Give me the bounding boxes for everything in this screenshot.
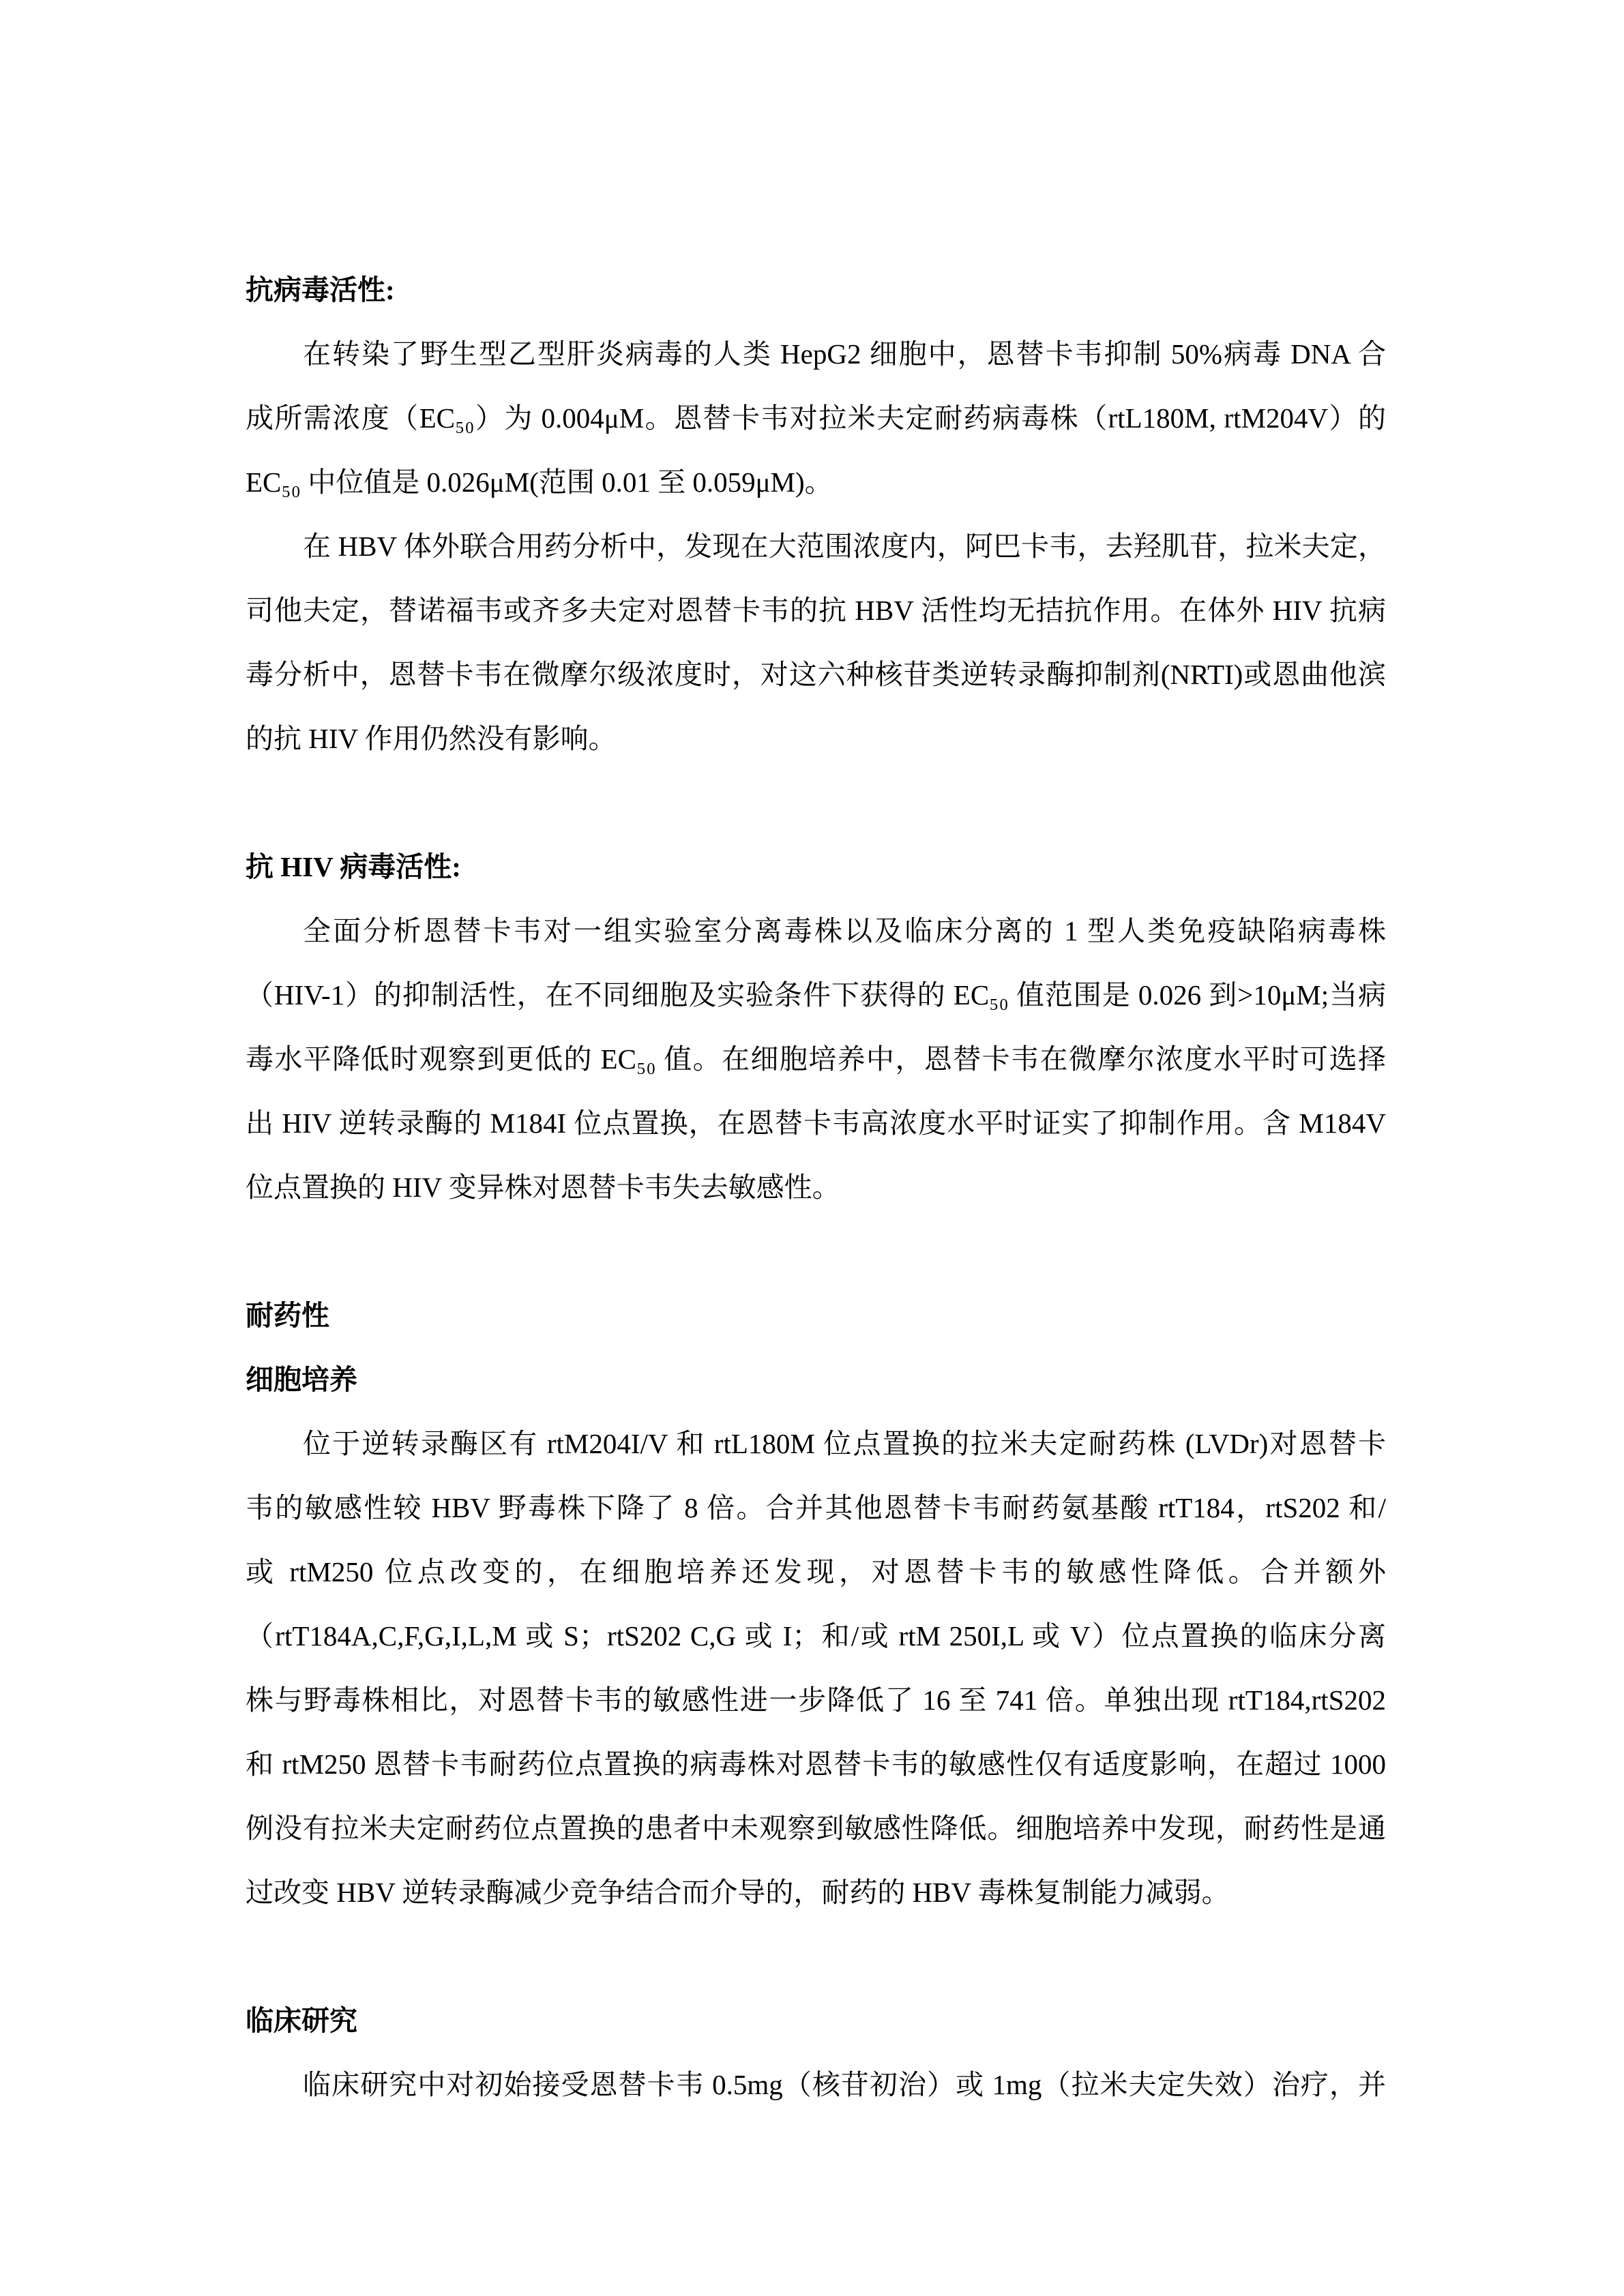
- section-heading: 细胞培养: [246, 1364, 357, 1395]
- section-heading: 临床研究: [246, 2005, 357, 2036]
- body-line: EC₅₀ 中位值是 0.026μM(范围 0.01 至 0.059μM)。: [246, 466, 833, 498]
- body-line: 韦的敏感性较 HBV 野毒株下降了 8 倍。合并其他恩替卡韦耐药氨基酸 rtT184，rtS202 和/: [246, 1492, 1386, 1523]
- section-heading: 抗病毒活性:: [246, 274, 395, 305]
- body-line: 出 HIV 逆转录酶的 M184I 位点置换，在恩替卡韦高浓度水平时证实了抑制作用。含 M184V: [246, 1107, 1386, 1139]
- body-line: 毒水平降低时观察到更低的 EC₅₀ 值。在细胞培养中，恩替卡韦在微摩尔浓度水平时可选择: [246, 1043, 1386, 1075]
- body-line: 在转染了野生型乙型肝炎病毒的人类 HepG2 细胞中，恩替卡韦抑制 50%病毒 DNA 合: [303, 338, 1386, 370]
- body-line: 株与野毒株相比，对恩替卡韦的敏感性进一步降低了 16 至 741 倍。单独出现 rtT184,rtS202: [246, 1684, 1386, 1716]
- body-line: （rtT184A,C,F,G,I,L,M 或 S；rtS202 C,G 或 I；和/或 rtM 250I,L 或 V）位点置换的临床分离: [246, 1620, 1386, 1652]
- body-line: 例没有拉米夫定耐药位点置换的患者中未观察到敏感性降低。细胞培养中发现，耐药性是通: [246, 1813, 1386, 1844]
- section-heading: 抗 HIV 病毒活性:: [246, 851, 461, 882]
- body-line: 司他夫定，替诺福韦或齐多夫定对恩替卡韦的抗 HBV 活性均无拮抗作用。在体外 HIV 抗病: [246, 595, 1386, 626]
- document-body: [246, 258, 1386, 2117]
- body-line: （HIV-1）的抑制活性，在不同细胞及实验条件下获得的 EC₅₀ 值范围是 0.026 到>10μM;当病: [246, 979, 1386, 1011]
- body-line: 或 rtM250 位点改变的，在细胞培养还发现，对恩替卡韦的敏感性降低。合并额外: [246, 1556, 1386, 1587]
- blank-line: [246, 1219, 1386, 1283]
- body-line: 位于逆转录酶区有 rtM204I/V 和 rtL180M 位点置换的拉米夫定耐药株 (LVDr)对恩替卡: [303, 1428, 1386, 1459]
- body-line: 的抗 HIV 作用仍然没有影响。: [246, 723, 617, 754]
- body-line: 在 HBV 体外联合用药分析中，发现在大范围浓度内，阿巴卡韦，去羟肌苷，拉米夫定，: [303, 531, 1386, 562]
- blank-line: [246, 771, 1386, 835]
- body-line: 毒分析中，恩替卡韦在微摩尔级浓度时，对这六种核苷类逆转录酶抑制剂(NRTI)或恩曲他滨: [246, 659, 1386, 690]
- body-line: 成所需浓度（EC₅₀）为 0.004μM。恩替卡韦对拉米夫定耐药病毒株（rtL180M, rtM204V）的: [246, 402, 1386, 434]
- body-line: 过改变 HBV 逆转录酶减少竞争结合而介导的，耐药的 HBV 毒株复制能力减弱。: [246, 1877, 1230, 1908]
- body-line: 临床研究中对初始接受恩替卡韦 0.5mg（核苷初治）或 1mg（拉米夫定失效）治疗，并: [303, 2069, 1386, 2100]
- body-line: 全面分析恩替卡韦对一组实验室分离毒株以及临床分离的 1 型人类免疫缺陷病毒株: [303, 915, 1386, 946]
- section-heading: 耐药性: [246, 1300, 329, 1331]
- body-line: 位点置换的 HIV 变异株对恩替卡韦失去敏感性。: [246, 1172, 840, 1203]
- blank-line: [246, 1924, 1386, 1988]
- body-line: 和 rtM250 恩替卡韦耐药位点置换的病毒株对恩替卡韦的敏感性仅有适度影响，在超过 1000: [246, 1748, 1386, 1780]
